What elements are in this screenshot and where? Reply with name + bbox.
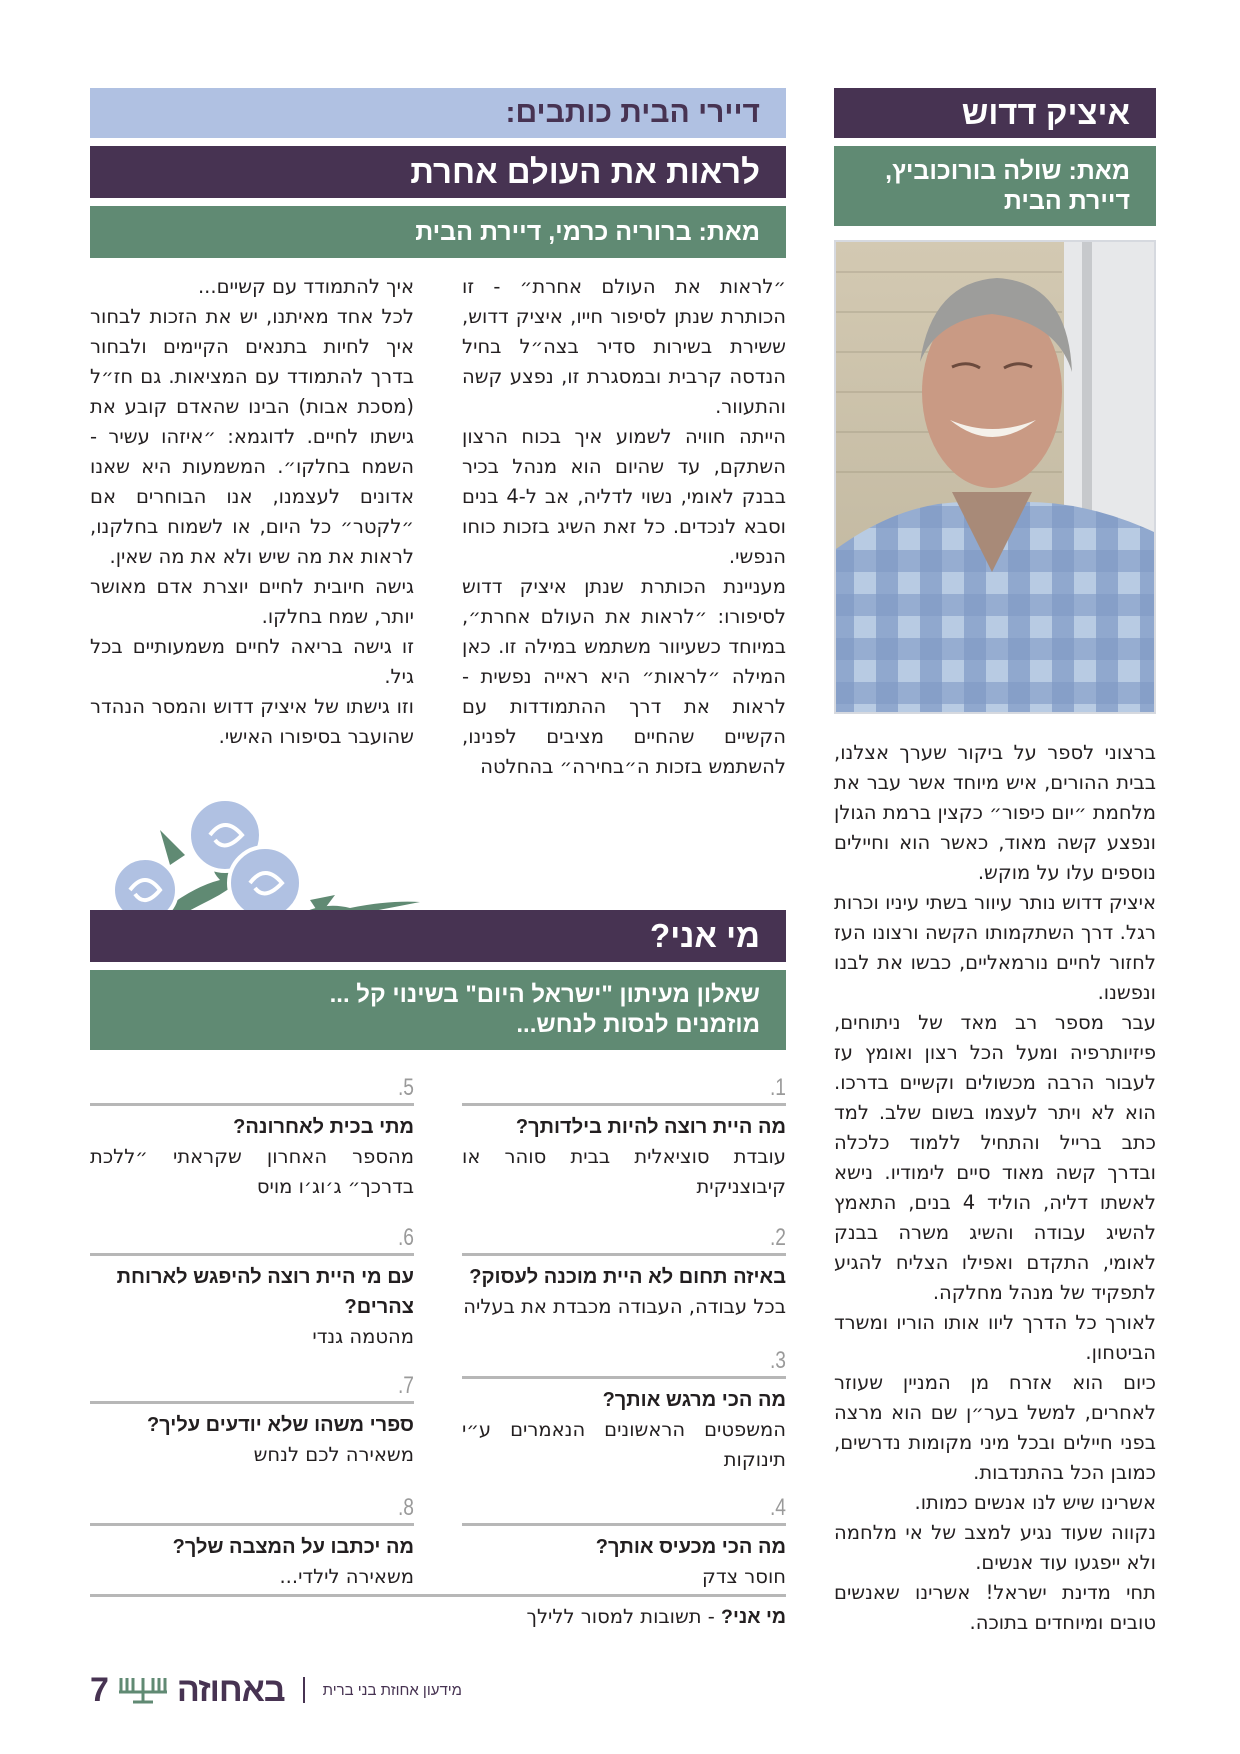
byline-role: דיירת הבית <box>1003 187 1130 215</box>
byline-author: מאת: שולה בורוכוביץ, <box>885 157 1130 185</box>
paragraph: וזו גישתו של איציק דדוש והמסר הנהדר שהועבר בסיפורו האישי. <box>90 695 414 748</box>
quiz-answer: עובדת סוציאלית בבית סוהר או קיבוצניקית <box>462 1145 786 1198</box>
section-header: דיירי הבית כותבים: <box>90 88 786 138</box>
quiz-answer: מהספר האחרון שקראתי ״ללכת בדרכך״ ג׳וג׳ו מויס <box>90 1145 414 1198</box>
quiz-answer: משאירה לילדי... <box>279 1565 414 1588</box>
quiz-question: מה הכי מכעיס אותך? <box>595 1536 786 1558</box>
quiz-item <box>462 1495 786 1592</box>
paragraph: איך להתמודד עם קשיים... <box>197 275 414 298</box>
paragraph: נקווה שעוד נגיע למצב של אי מלחמה ולא ייפגעו עוד אנשים. <box>834 1521 1156 1574</box>
answers-note-text: - תשובות למסור ללילך <box>526 1605 722 1628</box>
quiz-subtitle <box>90 970 786 1050</box>
paragraph: גישה חיובית לחיים יוצרת אדם מאושר יותר, שמח בחלקו. <box>90 575 414 628</box>
quiz-answer: מהטמה גנדי <box>312 1325 414 1348</box>
quiz-question: עם מי היית רוצה להיפגש לארוחת צהרים? <box>116 1266 414 1318</box>
article-byline: מאת: ברוריה כרמי, דיירת הבית <box>90 206 786 258</box>
page-footer <box>90 1672 462 1708</box>
footer-separator <box>303 1677 305 1703</box>
quiz-item <box>462 1075 786 1202</box>
quiz-question: ספרי משהו שלא יודעים עליך? <box>146 1414 414 1436</box>
quiz-answer: משאירה לכם לנחש <box>253 1443 414 1466</box>
quiz-number: 2. <box>769 1224 786 1251</box>
quiz-number: 4. <box>769 1494 786 1521</box>
paragraph: ״לראות את העולם אחרת״ - זו הכותרת שנתן לסיפור חייו, איציק דדוש, ששירת בשירות סדיר בצה״ל בחיל הנדסה קרבית ובמסגרת זו, נפצע קשה והתעוור. <box>462 275 786 418</box>
divider <box>90 1103 414 1106</box>
divider <box>462 1103 786 1106</box>
article-column-2 <box>90 272 414 752</box>
quiz-subtitle-line2: מוזמנים לנסות לנחש... <box>516 1011 760 1038</box>
quiz-item <box>90 1495 414 1592</box>
profile-title: איציק דדוש <box>834 88 1156 138</box>
paragraph: ברצוני לספר על ביקור שערך אצלנו, בבית ההורים, איש מיוחד אשר עבר את מלחמת ״יום כיפור״ כקצין ברמת הגולן ונפצע קשה מאוד, כאשר הוא וחיילים נוספים עלו על מוקש. <box>834 741 1156 884</box>
quiz-question: מה יכתבו על המצבה שלך? <box>172 1536 414 1558</box>
quiz-item <box>462 1348 786 1475</box>
quiz-question: מה הכי מרגש אותך? <box>602 1389 786 1411</box>
quiz-number: 6. <box>397 1224 414 1251</box>
magazine-logo: באחוזה <box>176 1670 285 1709</box>
page-number: 7 <box>90 1670 109 1709</box>
quiz-question: מה היית רוצה להיות בילדותך? <box>515 1116 786 1138</box>
portrait-illustration <box>834 242 1154 714</box>
quiz-answer: המשפטים הראשונים הנאמרים ע״י תינוקות <box>462 1418 786 1471</box>
quiz-question: מתי בכית לאחרונה? <box>233 1116 414 1138</box>
quiz-number: 5. <box>397 1074 414 1101</box>
article-title: לראות את העולם אחרת <box>90 146 786 198</box>
portrait-photo <box>834 240 1156 714</box>
answers-note-label: מי אני? <box>721 1606 786 1628</box>
paragraph: לאורך כל הדרך ליוו אותו הוריו ומשרד הביטחון. <box>834 1311 1156 1364</box>
divider <box>90 1594 786 1597</box>
quiz-item <box>90 1075 414 1202</box>
quiz-answer: חוסר צדק <box>702 1565 786 1588</box>
quiz-question: באיזה תחום לא היית מוכנה לעסוק? <box>469 1266 786 1288</box>
profile-body <box>834 738 1156 1638</box>
paragraph: הייתה חוויה לשמוע איך בכוח הרצון השתקם, עד שהיום הוא מנהל בכיר בבנק לאומי, נשוי לדליה, אב ל-4 בנים וסבא לנכדים. כל זאת השיג בזכות כוחו הנפשי. <box>462 425 786 568</box>
quiz-answer: בכל עבודה, העבודה מכבדת את בעליה <box>463 1295 786 1318</box>
quiz-item <box>90 1373 414 1470</box>
divider <box>462 1523 786 1526</box>
paragraph: עבר מספר רב מאד של ניתוחים, פיזיותרפיה ומעל הכל רצון ואומץ עז לעבור הרבה מכשולים וקשיים בדרכו. הוא לא ויתר לעצמו בשום שלב. למד כתב ברייל והתחיל ללמוד כלכלה ובדרך קשה מאוד סיים לימודיו. נישא לאשתו דליה, הוליד 4 בנים, התאמץ להשיג עבודה והשיג משרה בבנק לאומי, התקדם ואפילו הצליח להגיע לתפקיד של מנהל מחלקה. <box>834 1011 1156 1304</box>
divider <box>90 1523 414 1526</box>
quiz-number: 1. <box>769 1074 786 1101</box>
divider <box>462 1376 786 1379</box>
answers-note <box>90 1602 786 1632</box>
paragraph: אשרינו שיש לנו אנשים כמותו. <box>914 1491 1156 1514</box>
paragraph: איציק דדוש נותר עיוור בשתי עיניו וכרות רגל. דרך השתקמותו הקשה ורצונו העז לחזור לחיים נורמאליים, כבשו את לבנו ונפשנו. <box>834 891 1156 1004</box>
quiz-number: 8. <box>397 1494 414 1521</box>
divider <box>90 1401 414 1404</box>
paragraph: זו גישה בריאה לחיים משמעותיים בכל גיל. <box>90 635 414 688</box>
menorah-icon <box>117 1676 169 1704</box>
paragraph: תחי מדינת ישראל! אשרינו שאנשים טובים ומיוחדים בתוכה. <box>834 1581 1156 1634</box>
profile-byline <box>834 146 1156 226</box>
quiz-title: מי אני? <box>90 910 786 962</box>
quiz-number: 7. <box>397 1372 414 1399</box>
paragraph: כיום הוא אזרח מן המניין שעוזר לאחרים, למשל בער״ן שם הוא מרצה בפני חיילים ובכל מיני מקומות נדרשים, כמובן הכל בהתנדבות. <box>834 1371 1156 1484</box>
club-name: מידעון אחוזת בני ברית <box>322 1681 462 1699</box>
quiz-subtitle-line1: שאלון מעיתון "ישראל היום" בשינוי קל ... <box>329 981 760 1008</box>
quiz-number: 3. <box>769 1347 786 1374</box>
quiz-item <box>90 1225 414 1352</box>
divider <box>90 1253 414 1256</box>
divider <box>462 1253 786 1256</box>
article-column-1 <box>462 272 786 782</box>
paragraph: מעניינת הכותרת שנתן איציק דדוש לסיפורו: ״לראות את העולם אחרת״, במיוחד כשעיוור משתמש במילה זו. כאן המילה ״לראות״ היא ראייה נפשית - לראות את דרך ההתמודדות עם הקשיים שהחיים מציבים לפנינו, להשתמש בזכות ה״בחירה״ בהחלטה <box>462 575 786 778</box>
quiz-item <box>462 1225 786 1322</box>
paragraph: לכל אחד מאיתנו, יש את הזכות לבחור איך לחיות בתנאים הקיימים ולבחור בדרך להתמודד עם המציאות. גם חז״ל (מסכת אבות) הבינו שהאדם קובע את גישתו לחיים. לדוגמא: ״איזהו עשיר - השמח בחלקו״. המשמעות היא שאנו אדונים לעצמנו, אנו הבוחרים אם ״לקטר״ כל היום, או לשמוח בחלקנו, לראות את מה שיש ולא את מה שאין. <box>90 305 414 568</box>
